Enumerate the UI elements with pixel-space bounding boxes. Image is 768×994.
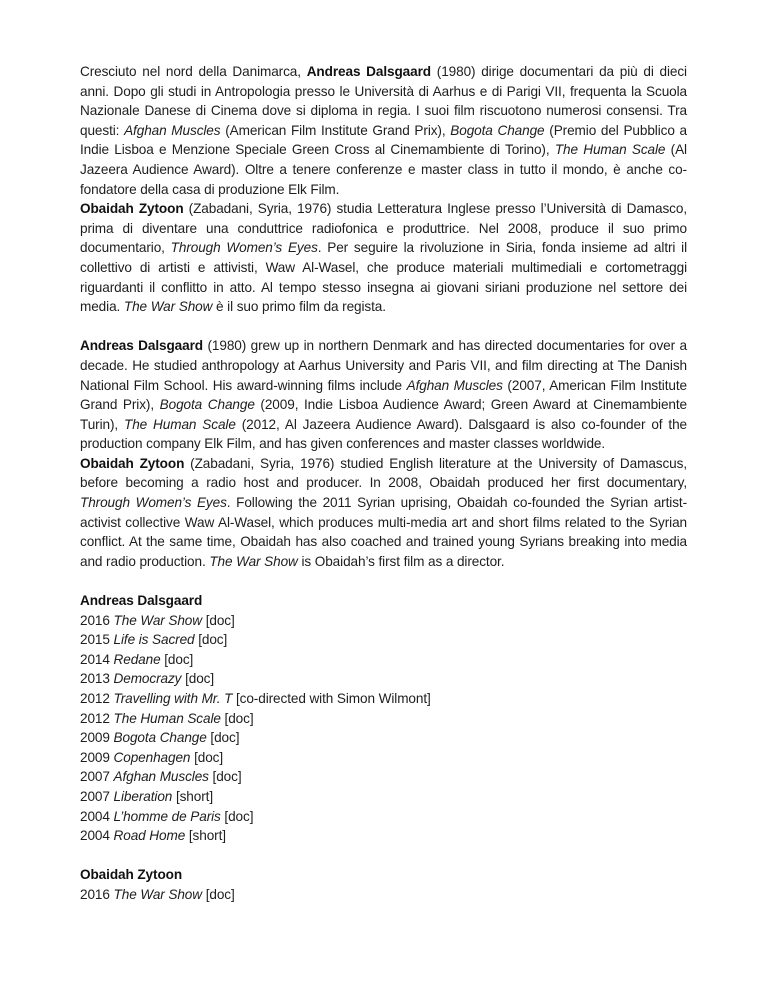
film-year: 2015 — [80, 632, 110, 648]
film-note: [short] — [188, 828, 226, 844]
spacer — [80, 571, 687, 591]
film-note: [doc] — [210, 730, 240, 746]
film-title: The War Show — [113, 886, 202, 902]
film-title: Redane — [113, 651, 161, 667]
film-entry — [80, 611, 687, 631]
filmography-heading: Andreas Dalsgaard — [80, 593, 203, 609]
film-note: [co-directed with Simon Wilmont] — [235, 691, 431, 706]
film-year: 2012 — [80, 691, 110, 706]
film-note: [doc] — [198, 632, 228, 648]
film-entry — [80, 767, 687, 787]
text: Cresciuto nel nord della Danimarca, — [80, 64, 307, 79]
film-note: [doc] — [224, 808, 254, 824]
film-title: Afghan Muscles — [406, 377, 503, 393]
text: (2009, Indie Lisboa Audience Award; Green Award at Cinemambiente Turin), — [80, 397, 688, 432]
film-title: Life is Sacred — [113, 632, 195, 648]
film-title: The Human Scale — [113, 710, 221, 726]
film-title: Afghan Muscles — [124, 122, 221, 138]
film-entry — [80, 689, 687, 709]
film-title: Through Women’s Eyes — [170, 240, 318, 256]
director-name: Andreas Dalsgaard — [306, 64, 431, 79]
spacer — [80, 846, 687, 866]
film-year: 2016 — [80, 886, 110, 902]
film-entry — [80, 748, 687, 768]
film-note: [doc] — [224, 710, 254, 726]
film-note: [doc] — [185, 671, 215, 687]
film-title: Afghan Muscles — [113, 769, 209, 785]
director-name: Obaidah Zytoon — [80, 201, 184, 217]
film-entry — [80, 650, 687, 670]
film-year: 2009 — [80, 749, 110, 765]
film-year: 2004 — [80, 808, 110, 824]
film-entry — [80, 630, 687, 650]
text: (1980) grew up in northern Denmark and has directed documentaries for over a decade. He studied anthropology at Aarhus University and Paris VII, and film directing at The Danish National Film School. His award-winning films include — [80, 338, 687, 393]
film-title: Through Women’s Eyes — [80, 495, 227, 511]
film-year: 2014 — [80, 651, 110, 667]
film-title: Travelling with Mr. T — [113, 691, 233, 706]
film-title: The Human Scale — [554, 142, 666, 158]
film-title: Bogota Change — [113, 730, 207, 746]
film-title: The Human Scale — [124, 416, 236, 432]
film-note: [doc] — [205, 886, 235, 902]
text: è il suo primo film da regista. — [212, 299, 386, 315]
filmography-dalsgaard — [80, 591, 687, 846]
bio-it-dalsgaard — [80, 62, 687, 199]
text: (2007, American Film Institute Grand Prix), — [80, 377, 687, 413]
film-title: Democrazy — [113, 671, 182, 687]
film-year: 2016 — [80, 612, 110, 628]
text: (1980) dirige documentari da più di dieci anni. Dopo gli studi in Antropologia presso le Università di Aarhus e di Parigi VII, frequenta la Scuola Nazionale Danese di Cinema dove si diploma in regia. I suoi film riscuotono numerosi consensi. Tra questi: — [80, 64, 687, 138]
film-title: The War Show — [123, 299, 213, 315]
film-year: 2004 — [80, 828, 110, 844]
text: (Zabadani, Syria, 1976) studied English literature at the University of Damascus, before becoming a radio host and producer. In 2008, Obaidah produced her first documentary, — [80, 455, 688, 491]
film-title: Road Home — [113, 828, 186, 844]
film-year: 2012 — [80, 710, 110, 726]
text: (American Film Institute Grand Prix), — [220, 122, 451, 138]
film-note: [doc] — [212, 769, 242, 785]
film-entry — [80, 728, 687, 748]
film-year: 2013 — [80, 671, 110, 687]
bio-it-zytoon — [80, 199, 687, 317]
film-note: [short] — [175, 788, 214, 804]
film-entry — [80, 807, 687, 827]
director-name: Obaidah Zytoon — [80, 455, 185, 471]
text: (Premio del Pubblico a Indie Lisboa e Menzione Speciale Green Cross al Cinemambiente di Torino), — [80, 122, 687, 158]
film-note: [doc] — [205, 612, 235, 628]
film-title: The War Show — [209, 553, 298, 569]
film-title: Bogota Change — [159, 397, 255, 413]
text: is Obaidah’s first film as a director. — [297, 553, 505, 569]
text: (2012, Al Jazeera Audience Award). Dalsgaard is also co-founder of the production company Elk Film, and has given conferences and master classes worldwide. — [80, 416, 687, 452]
text: . Per seguire la rivoluzione in Siria, fonda insieme ad altri il collettivo di artisti e attivisti, Waw Al-Wasel, che produce materiali multimediali e cortometraggi riguardanti il conflitto in atto. Al tempo stesso insegna ai giovani siriani produzione nel settore dei media. — [80, 240, 687, 315]
film-year: 2007 — [80, 769, 110, 785]
film-title: Liberation — [113, 788, 173, 804]
film-note: [doc] — [194, 749, 224, 765]
bio-en-dalsgaard — [80, 336, 687, 454]
film-entry — [80, 885, 687, 905]
spacer — [80, 317, 687, 337]
film-entry — [80, 787, 687, 807]
film-title: The War Show — [113, 612, 202, 628]
text: (Al Jazeera Audience Award). Oltre a tenere conferenze e master class in tutto il mondo, è anche co-fondatore della casa di produzione Elk Film. — [80, 142, 687, 197]
filmography-zytoon — [80, 865, 687, 904]
director-name: Andreas Dalsgaard — [80, 338, 204, 354]
film-note: [doc] — [164, 651, 194, 667]
film-entry — [80, 826, 687, 846]
text: (Zabadani, Syria, 1976) studia Letteratura Inglese presso l’Università di Damasco, prima di diventare una conduttrice radiofonica e produttrice. Nel 2008, produce il suo primo documentario, — [80, 201, 688, 256]
film-entry — [80, 709, 687, 729]
document-page — [80, 62, 687, 905]
filmography-heading: Obaidah Zytoon — [80, 867, 183, 883]
film-year: 2009 — [80, 730, 110, 746]
bio-en-zytoon — [80, 454, 687, 572]
film-entry — [80, 669, 687, 689]
film-year: 2007 — [80, 788, 110, 804]
film-title: Copenhagen — [113, 749, 191, 765]
film-title: L’homme de Paris — [113, 808, 221, 824]
text: . Following the 2011 Syrian uprising, Obaidah co-founded the Syrian artist-activist collective Waw Al-Wasel, which produces multi-media art and short films related to the Syrian conflict. At the same time, Obaidah has also coached and trained young Syrians breaking into media and radio production. — [80, 495, 688, 569]
film-title: Bogota Change — [450, 122, 545, 138]
